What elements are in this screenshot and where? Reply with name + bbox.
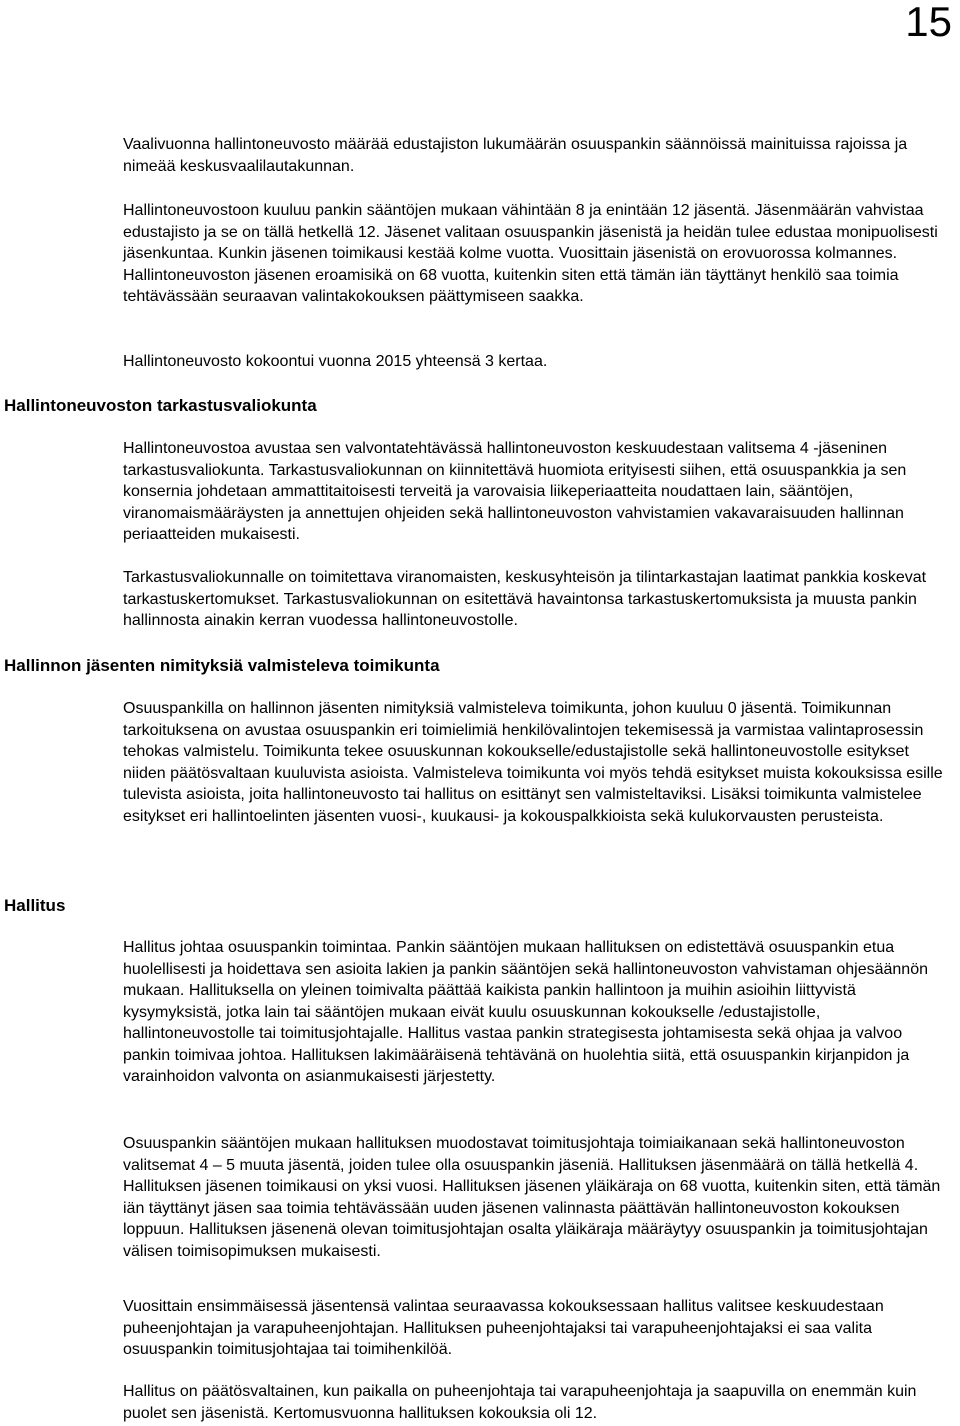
paragraph-hallitus-tehtava: Hallitus johtaa osuuspankin toimintaa. Pankin sääntöjen mukaan hallituksen on edistettävä osuuspankin etua huolellisesti ja hoidettava sen asioita lakien ja pankin sääntöjen sekä hallintoneuvoston vahvistaman ohjesäännön mukaan. Hallituksella on yleinen toimivalta päättää kaikista pankin hallintoon ja muihin asioihin liittyvistä kysymyksistä, jotka lain tai sääntöjen mukaan eivät kuulu osuuskunnan kokoukselle /edustajistolle, hallintoneuvostolle tai toimitusjohtajalle. Hallitus vastaa pankin strategisesta johtamisesta sekä ohjaa ja valvoo pankin toimivaa johtoa. Hallituksen lakimääräisenä tehtävänä on huolehtia siitä, että osuuspankin kirjanpidon ja varainhoidon valvonta on asianmukaisesti järjestetty. (123, 939, 928, 1085)
page-number: 15 (905, 0, 952, 45)
paragraph-hallintoneuvosto-kokoonpano: Hallintoneuvostoon kuuluu pankin sääntöjen mukaan vähintään 8 ja enintään 12 jäsentä. Jäsenmäärän vahvistaa edustajisto ja se on tällä hetkellä 12. Jäsenet valitaan osuuspankin jäsenistä ja heidän tulee edustaa monipuolisesti jäsenkuntaa. Kunkin jäsenen toimikausi kestää kolme vuotta. Vuosittain jäsenistä on erovuorossa kolmannes. Hallintoneuvoston jäsenen eroamisikä on 68 vuotta, kuitenkin siten että tämän iän täyttänyt henkilö saa toimia tehtävässään seuraavan valintakokouksen päättymiseen saakka. (123, 202, 938, 305)
paragraph-paatosvaltaisuus: Hallitus on päätösvaltainen, kun paikalla on puheenjohtaja tai varapuheenjohtaja ja saapuvilla on enemmän kuin puolet sen jäsenistä. Kertomusvuonna hallituksen kokouksia oli 12. (123, 1383, 917, 1422)
paragraph-nimitystoimikunta: Osuuspankilla on hallinnon jäsenten nimityksiä valmisteleva toimikunta, johon kuuluu 0 jäsentä. Toimikunnan tarkoituksena on avustaa osuuspankin eri toimielimiä henkilövalintojen tekemisessä ja varmistaa valintaprosessin tehokas valmistelu. Toimikunta tekee osuuskunnan kokoukselle/edustajistolle sekä hallintoneuvostolle esitykset niiden päätösvaltaan kuuluvista asioista. Valmisteleva toimikunta voi myös tehdä esitykset muista kokouksissa esille tulevista asioista, joita hallintoneuvosto tai hallitus on esittänyt sen valmisteltaviksi. Lisäksi toimikunta valmistelee esitykset eri hallintoelinten jäsenten vuosi-, kuukausi- ja kokouspalkkioista sekä kulukorvausten perusteista. (123, 700, 943, 825)
heading-tarkastusvaliokunta: Hallintoneuvoston tarkastusvaliokunta (4, 396, 317, 415)
paragraph-puheenjohtaja: Vuosittain ensimmäisessä jäsentensä valintaa seuraavassa kokouksessaan hallitus valitsee keskuudestaan puheenjohtajan ja varapuheenjohtajan. Hallituksen puheenjohtajaksi tai varapuheenjohtajaksi ei saa valita osuuspankin toimitusjohtajaa tai toimihenkilöä. (123, 1298, 884, 1358)
heading-nimitystoimikunta: Hallinnon jäsenten nimityksiä valmisteleva toimikunta (4, 656, 440, 675)
heading-hallitus: Hallitus (4, 896, 66, 915)
paragraph-hallitus-kokoonpano: Osuuspankin sääntöjen mukaan hallituksen muodostavat toimitusjohtaja toimiaikanaan sekä hallintoneuvoston valitsemat 4 – 5 muuta jäsentä, joiden tulee olla osuuspankin jäseniä. Hallituksen jäsenmäärä on tällä hetkellä 4. Hallituksen jäsenen toimikausi on yksi vuosi. Hallituksen jäsenen yläikäraja on 68 vuotta, kuitenkin siten, että tämän iän täyttänyt jäsen saa toimia tehtävässään uuden jäsenen valinnasta päättävän hallintoneuvoston kokouksen loppuun. Hallituksen jäsenenä olevan toimitusjohtajan osalta yläikäraja määräytyy osuuspankin ja toimitusjohtajan välisen toimisopimuksen mukaisesti. (123, 1135, 941, 1260)
paragraph-hallintoneuvosto-kokoukset: Hallintoneuvosto kokoontui vuonna 2015 yhteensä 3 kertaa. (123, 353, 548, 370)
paragraph-tarkastusvaliokunta-tehtava: Hallintoneuvostoa avustaa sen valvontatehtävässä hallintoneuvoston keskuudestaan valitsema 4 -jäseninen tarkastusvaliokunta. Tarkastusvaliokunnan on kiinnitettävä huomiota erityisesti siihen, että osuuspankkia ja sen konsernia johdetaan ammattitaitoisesti terveitä ja varovaisia liikeperiaatteita noudattaen lain, sääntöjen, viranomaismääräysten ja annettujen ohjeiden sekä hallintoneuvoston vahvistamien vakavaraisuuden hallinnan periaatteiden mukaisesti. (123, 440, 907, 543)
paragraph-edustajisto: Vaalivuonna hallintoneuvosto määrää edustajiston lukumäärän osuuspankin säännöissä mainituissa rajoissa ja nimeää keskusvaalilautakunnan. (123, 136, 908, 175)
paragraph-tarkastuskertomukset: Tarkastusvaliokunnalle on toimitettava viranomaisten, keskusyhteisön ja tilintarkastajan laatimat pankkia koskevat tarkastuskertomukset. Tarkastusvaliokunnan on esitettävä havaintonsa tarkastuskertomuksista ja muusta pankin hallinnosta ainakin kerran vuodessa hallintoneuvostolle. (123, 569, 927, 629)
